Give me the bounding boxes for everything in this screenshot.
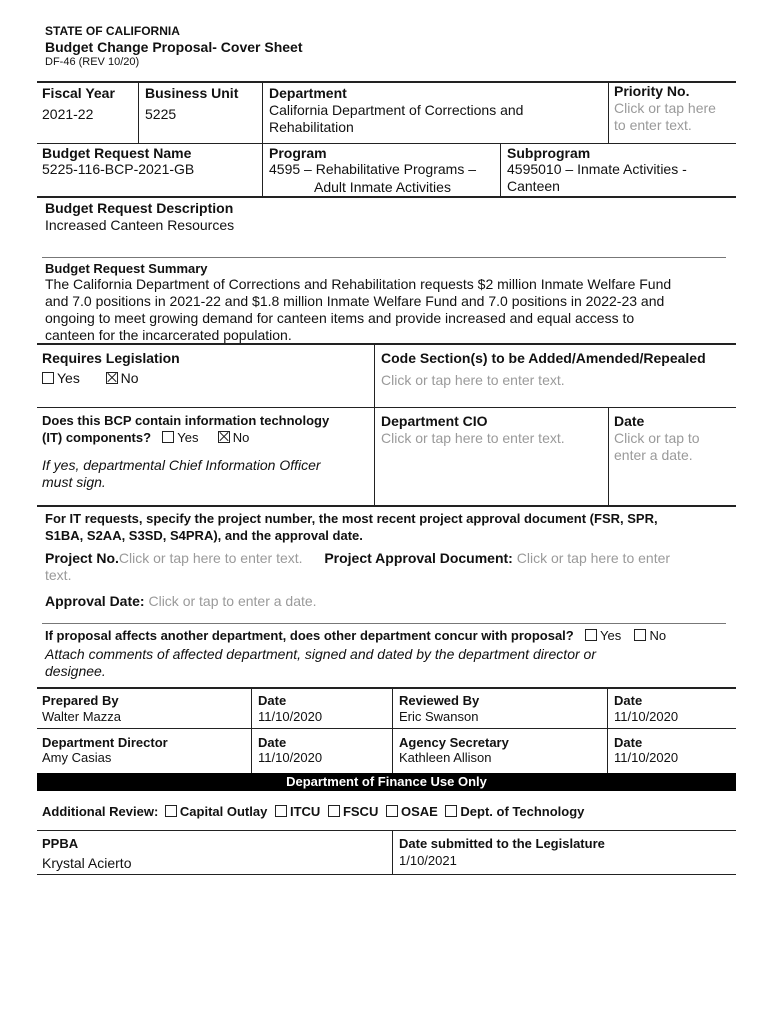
concur-no-checkbox[interactable] — [634, 629, 646, 641]
concur-yes-checkbox[interactable] — [585, 629, 597, 641]
divider — [138, 82, 139, 143]
ppba-value[interactable]: Krystal Acierto — [42, 855, 132, 871]
prepared-by-value[interactable]: Walter Mazza — [42, 709, 121, 724]
capital-outlay-checkbox[interactable] — [165, 805, 177, 817]
rule — [37, 196, 736, 198]
form-number: DF-46 (REV 10/20) — [45, 56, 140, 68]
reviewed-by-label: Reviewed By — [399, 693, 480, 708]
legislation-label: Requires Legislation — [42, 350, 180, 366]
approval-doc-input-cont[interactable]: text. — [45, 567, 72, 583]
director-date-label: Date — [258, 735, 287, 750]
approval-doc-input[interactable]: Click or tap here to enter — [516, 550, 671, 566]
rule — [37, 143, 736, 144]
legislation-no-checkbox[interactable] — [106, 372, 118, 384]
rule — [37, 687, 736, 689]
cio-date-input[interactable]: Click or tap to enter a date. — [614, 430, 700, 463]
br-name-value[interactable]: 5225-116-BCP-2021-GB — [42, 161, 195, 177]
concur-note: Attach comments of affected department, signed and dated by the department director or designee. — [45, 646, 596, 679]
reviewed-by-value[interactable]: Eric Swanson — [399, 709, 479, 724]
agency-date-value[interactable]: 11/10/2020 — [614, 750, 679, 765]
rule — [42, 623, 726, 624]
summary-text[interactable]: The California Department of Corrections and Rehabilitation requests $2 million Inmate Welfare Fund and 7.0 positions in 2021-22 and $1.8 million Inmate Welfare Fund and 7.0 positions in 2022-23 and ongoing to meet growing demand for canteen items and provide increased and equal access to canteen for the incarcerated population. — [45, 276, 672, 343]
program-value-1[interactable]: 4595 – Rehabilitative Programs – — [269, 161, 477, 177]
director-value[interactable]: Amy Casias — [42, 750, 112, 765]
agency-date-label: Date — [614, 735, 643, 750]
it-note: If yes, departmental Chief Information Officer must sign. — [42, 457, 321, 490]
description-label: Budget Request Description — [45, 200, 234, 216]
rule — [37, 830, 736, 831]
form-title: Budget Change Proposal- Cover Sheet — [45, 39, 303, 55]
reviewed-date-value[interactable]: 11/10/2020 — [614, 709, 679, 724]
concur-question: If proposal affects another department, does other department concur with proposal? Yes No — [45, 628, 667, 643]
submitted-label: Date submitted to the Legislature — [399, 836, 605, 851]
prepared-by-label: Prepared By — [42, 693, 119, 708]
agency-label: Agency Secretary — [399, 735, 509, 750]
divider — [608, 82, 609, 143]
divider — [500, 143, 501, 198]
department-label: Department — [269, 85, 347, 101]
dept-technology-checkbox[interactable] — [445, 805, 457, 817]
department-value[interactable]: California Department of Corrections and Rehabilitation — [269, 102, 524, 135]
business-unit-label: Business Unit — [145, 85, 239, 101]
finance-banner: Department of Finance Use Only — [37, 773, 736, 791]
it-question-line2: (IT) components? Yes No — [42, 430, 250, 445]
legislation-yes-checkbox[interactable] — [42, 372, 54, 384]
rule — [37, 874, 736, 875]
fiscal-year-value[interactable]: 2021-22 — [42, 106, 94, 122]
rule — [37, 505, 736, 507]
business-unit-value[interactable]: 5225 — [145, 106, 177, 122]
cio-input[interactable]: Click or tap here to enter text. — [381, 430, 565, 446]
subprogram-label: Subprogram — [507, 145, 591, 161]
project-no-input[interactable]: Click or tap here to enter text. — [118, 550, 303, 566]
divider — [392, 831, 393, 875]
prepared-date-value[interactable]: 11/10/2020 — [258, 709, 323, 724]
rule — [42, 257, 726, 258]
divider — [608, 408, 609, 506]
program-value-2[interactable]: Adult Inmate Activities — [314, 179, 451, 195]
code-sections-label: Code Section(s) to be Added/Amended/Repealed — [381, 350, 706, 366]
program-label: Program — [269, 145, 327, 161]
divider — [251, 688, 252, 773]
project-fields: Project No.Click or tap here to enter text. Project Approval Document: Click or tap here to enter — [45, 550, 671, 566]
itcu-checkbox[interactable] — [275, 805, 287, 817]
ppba-label: PPBA — [42, 836, 79, 851]
it-yes-checkbox[interactable] — [162, 431, 174, 443]
approval-date-field: Approval Date: Click or tap to enter a date. — [45, 593, 317, 609]
agency-value[interactable]: Kathleen Allison — [399, 750, 492, 765]
fscu-checkbox[interactable] — [328, 805, 340, 817]
description-value[interactable]: Increased Canteen Resources — [45, 217, 235, 233]
prepared-date-label: Date — [258, 693, 287, 708]
legislation-options: Yes No — [42, 370, 139, 386]
osae-checkbox[interactable] — [386, 805, 398, 817]
divider — [392, 688, 393, 773]
reviewed-date-label: Date — [614, 693, 643, 708]
rule — [37, 407, 736, 408]
cio-date-label: Date — [614, 413, 645, 429]
director-date-value[interactable]: 11/10/2020 — [258, 750, 323, 765]
code-sections-input[interactable]: Click or tap here to enter text. — [381, 372, 565, 388]
rule — [37, 728, 736, 729]
divider — [607, 688, 608, 773]
cio-label: Department CIO — [381, 413, 488, 429]
divider — [262, 82, 263, 198]
additional-review: Additional Review: Capital Outlay ITCU FSCU OSAE Dept. of Technology — [42, 804, 585, 819]
divider — [374, 344, 375, 506]
summary-label: Budget Request Summary — [45, 261, 208, 276]
director-label: Department Director — [42, 735, 168, 750]
it-no-checkbox[interactable] — [218, 431, 230, 443]
priority-label: Priority No. — [614, 83, 690, 99]
state-label: STATE OF CALIFORNIA — [45, 24, 180, 38]
br-name-label: Budget Request Name — [42, 145, 192, 161]
it-question: Does this BCP contain information technology — [42, 413, 330, 428]
subprogram-value[interactable]: 4595010 – Inmate Activities - Canteen — [507, 161, 687, 194]
approval-date-input[interactable]: Click or tap to enter a date. — [148, 593, 317, 609]
submitted-value[interactable]: 1/10/2021 — [399, 853, 457, 868]
it-requests-text: For IT requests, specify the project number, the most recent project approval document (FSR, SPR, S1BA, S2AA, S3SD, S4PRA), and the approval date. — [45, 511, 658, 543]
rule — [37, 343, 736, 345]
fiscal-year-label: Fiscal Year — [42, 85, 115, 101]
priority-input[interactable]: Click or tap here to enter text. — [614, 100, 716, 133]
